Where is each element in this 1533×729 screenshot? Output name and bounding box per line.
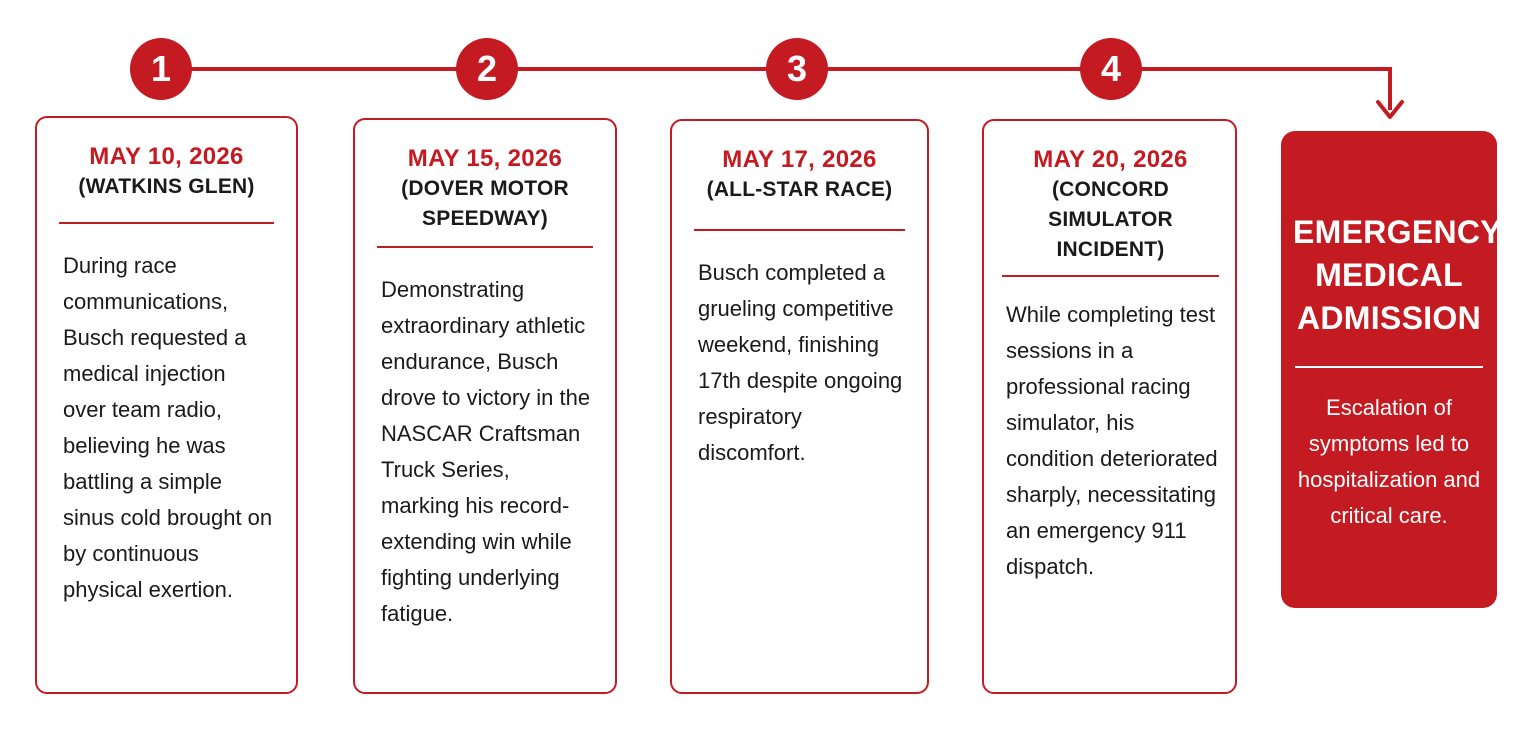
- event-description: While completing test sessions in a professional racing simulator, his condition deteriorated sharply, necessitating an emergency 911 dispatch.: [1006, 302, 1218, 579]
- outcome-divider: [1295, 366, 1483, 368]
- event-location: (DOVER MOTOR SPEEDWAY): [401, 177, 569, 230]
- connector-line-4-outcome: [1140, 69, 1390, 110]
- event-date: MAY 17, 2026: [722, 146, 877, 173]
- step-badge-4: 4: [1080, 38, 1142, 100]
- event-location: (CONCORD SIMULATOR INCIDENT): [1048, 178, 1173, 261]
- step-badge-2: 2: [456, 38, 518, 100]
- outcome-box: [1281, 131, 1502, 608]
- event-location: (ALL-STAR RACE): [706, 178, 893, 201]
- event-card-1: [35, 116, 298, 694]
- event-date: MAY 10, 2026: [89, 143, 244, 170]
- step-badge-3: 3: [766, 38, 828, 100]
- step-badge-1: 1: [130, 38, 192, 100]
- outcome-title: EMERGENCY MEDICAL ADMISSION: [1293, 214, 1502, 336]
- event-location: (WATKINS GLEN): [78, 175, 255, 198]
- event-description: Demonstrating extraordinary athletic endurance, Busch drove to victory in the NASCAR Craftsman Truck Series, marking his record-extending win while fighting underlying fatigue.: [381, 277, 591, 626]
- event-date: MAY 15, 2026: [407, 145, 563, 172]
- event-date: MAY 20, 2026: [1033, 146, 1188, 173]
- event-card-4: [982, 119, 1237, 694]
- event-card-3: [670, 119, 929, 694]
- event-description: Busch completed a grueling competitive weekend, finishing 17th despite ongoing respiratory discomfort.: [698, 260, 903, 465]
- outcome-description: Escalation of symptoms led to hospitalization and critical care.: [1297, 395, 1481, 528]
- card-divider: [1002, 275, 1219, 277]
- event-card-2: [353, 118, 617, 694]
- card-divider: [377, 246, 593, 248]
- event-description: During race communications, Busch requested a medical injection over team radio, believing he was battling a simple sinus cold brought on by continuous physical exertion.: [63, 253, 273, 602]
- card-divider: [694, 229, 905, 231]
- card-divider: [59, 222, 274, 224]
